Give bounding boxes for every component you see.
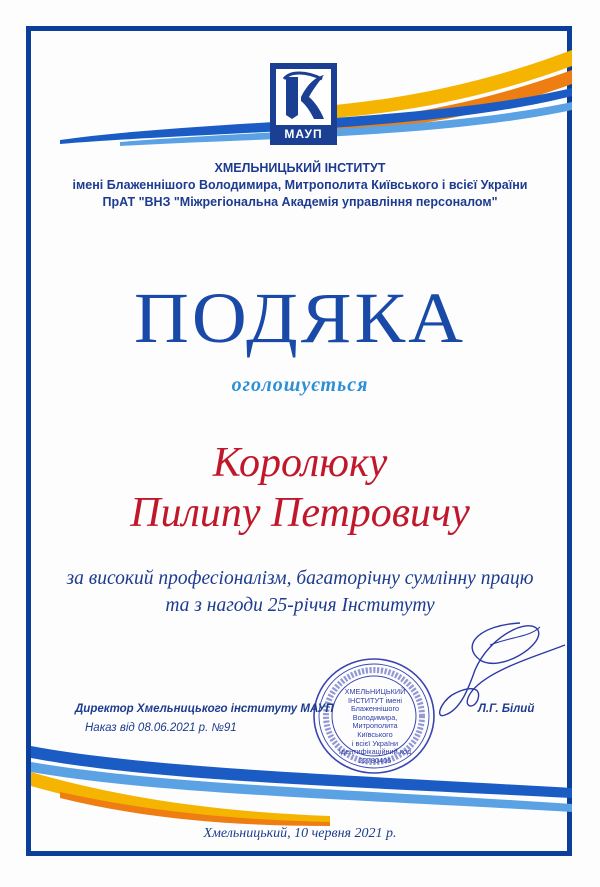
maup-logo <box>270 63 337 145</box>
award-reason <box>40 565 560 619</box>
recipient-name <box>0 438 600 538</box>
logo-emblem-icon <box>276 69 331 125</box>
director-name: Л.Г. Білий <box>478 703 535 715</box>
reason-line-1: за високий професіоналізм, багаторічну сумлінну працю <box>66 568 534 589</box>
logo-text: МАУП <box>284 127 323 141</box>
place-and-date: Хмельницький, 10 червня 2021 р. <box>203 826 397 841</box>
reason-line-2: та з нагоди 25-річчя Інституту <box>165 595 435 616</box>
recipient-given-name: Пилипу Петровичу <box>130 490 470 536</box>
header-line-3: ПрАТ "ВНЗ "Міжрегіональна Академія управління персоналом" <box>102 195 498 209</box>
header-line-2: імені Блаженнішого Володимира, Митрополита Київського і всієї України <box>72 178 528 192</box>
institution-header <box>40 160 560 211</box>
announcement-text: оголошується <box>231 374 369 396</box>
order-reference: Наказ від 08.06.2021 р. №91 <box>85 722 237 734</box>
certificate-title: ПОДЯКА <box>133 278 467 358</box>
header-line-1: ХМЕЛЬНИЦЬКИЙ ІНСТИТУТ <box>214 161 386 175</box>
recipient-surname: Королюку <box>212 440 388 486</box>
director-position: Директор Хмельницького інституту МАУП <box>75 703 334 715</box>
seal-text: ХМЕЛЬНИЦЬКИЙ ІНСТИТУТ імені Блаженнішого Володимира, Митрополита Київського і всієї України Ідентифікаційний код 22780406 <box>338 687 412 765</box>
bottom-swoosh-decoration <box>0 728 600 828</box>
